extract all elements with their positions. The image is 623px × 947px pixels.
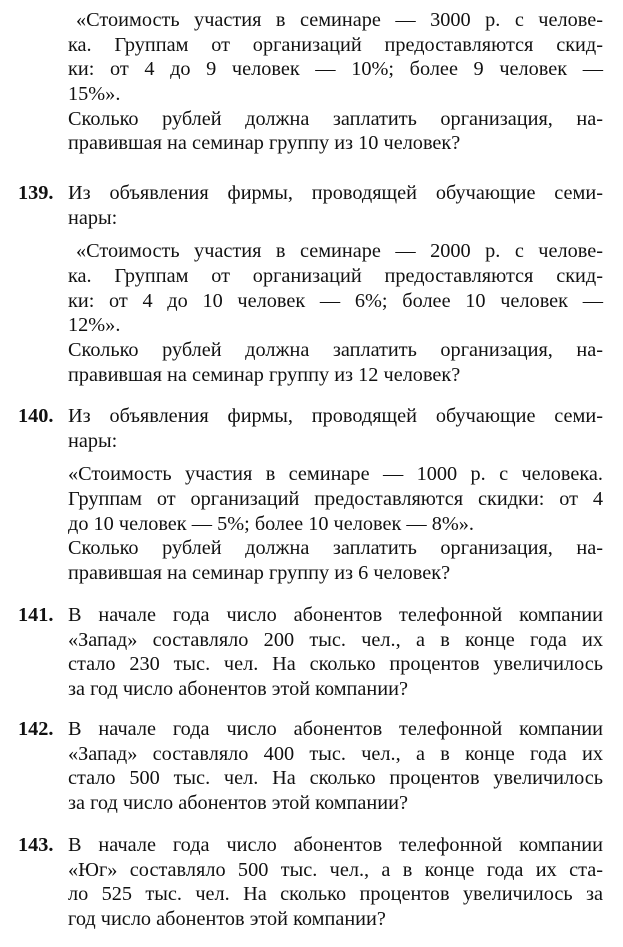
problem-line: Сколько рублей должна заплатить организация, на- [68,107,603,130]
problem-line: Сколько рублей должна заплатить организация, на- [68,339,603,362]
problem-number: 143. [18,834,54,856]
problem-line: ки: от 4 до 9 человек — 10%; более 9 человек — [68,58,603,81]
problem-line: 12%». [68,314,121,337]
problem-line: правившая на семинар группу из 6 человек? [68,562,451,585]
problem-line: нары: [68,206,118,229]
problem-line: ки: от 4 до 10 человек — 6%; более 10 человек — [68,289,603,312]
problem-text [68,181,603,388]
problem-line: Группам от организаций предоставляются скидки: от 4 [68,488,603,511]
problem-line: правившая на семинар группу из 12 человек? [68,363,461,386]
problem-text [68,717,603,816]
problem-line: ка. Группам от организаций предоставляются скид- [68,265,603,288]
problem-line: ло 525 тыс. чел. На сколько процентов увеличилось за [68,883,603,906]
problem-line: В начале года число абонентов телефонной компании [68,834,603,856]
problem-line: В начале года число абонентов телефонной компании [68,604,603,626]
problem-line: Из объявления фирмы, проводящей обучающие семи- [68,405,603,427]
problem-line: Сколько рублей должна заплатить организация, на- [68,537,603,560]
problem-line: Из объявления фирмы, проводящей обучающие семи- [68,182,603,204]
problem-line: «Стоимость участия в семинаре — 3000 р. с челове- [76,9,603,31]
problem-line: «Стоимость участия в семинаре — 2000 р. с челове- [76,240,603,263]
problem-line: 15%». [68,83,121,106]
problem-number: 141. [18,604,54,626]
problem-line: правившая на семинар группу из 10 человек? [68,132,461,155]
problem-line: «Запад» составляло 200 тыс. чел., а в конце года их [68,628,603,651]
problem-text [68,833,603,932]
problem-line: стало 500 тыс. чел. На сколько процентов увеличилось [68,767,603,790]
problem-line: нары: [68,429,118,452]
problem-line: за год число абонентов этой компании? [68,678,408,701]
problem-number: 140. [18,405,54,427]
problem-text [68,603,603,702]
problem-line: год число абонентов этой компании? [68,908,386,931]
problem-text [68,404,603,586]
problem-number: 142. [18,718,54,740]
problem-line: стало 230 тыс. чел. На сколько процентов увеличилось [68,653,603,676]
problem-line: «Юг» составляло 500 тыс. чел., а в конце года их ста- [68,858,603,881]
problem-number: 139. [18,182,54,204]
problem-line: В начале года число абонентов телефонной компании [68,718,603,740]
problem-line: до 10 человек — 5%; более 10 человек — 8%». [68,512,475,535]
problem-line: «Запад» составляло 400 тыс. чел., а в конце года их [68,742,603,765]
problem-text [68,8,603,156]
problem-line: ка. Группам от организаций предоставляются скид- [68,33,603,56]
problem-line: за год число абонентов этой компании? [68,792,408,815]
problem-line: «Стоимость участия в семинаре — 1000 р. с человека. [68,463,603,486]
